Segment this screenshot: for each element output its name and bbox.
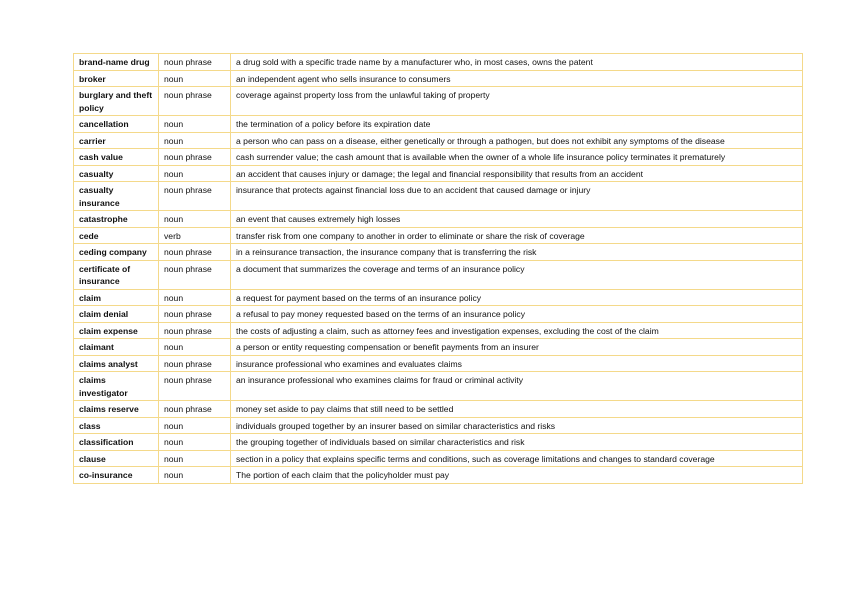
type-cell: noun <box>159 450 231 467</box>
definition-cell: insurance that protects against financial loss due to an accident that caused damage or injury <box>231 182 803 211</box>
term-cell: claim expense <box>74 322 159 339</box>
type-cell: noun <box>159 289 231 306</box>
definition-cell: an independent agent who sells insurance to consumers <box>231 70 803 87</box>
type-cell: noun phrase <box>159 244 231 261</box>
type-cell: noun phrase <box>159 54 231 71</box>
glossary-table <box>73 53 803 484</box>
term-cell: broker <box>74 70 159 87</box>
type-cell: noun phrase <box>159 87 231 116</box>
table-row <box>74 182 803 211</box>
glossary-body <box>74 54 803 484</box>
term-cell: claim denial <box>74 306 159 323</box>
term-cell: cancellation <box>74 116 159 133</box>
table-row <box>74 149 803 166</box>
term-cell: claims reserve <box>74 401 159 418</box>
table-row <box>74 401 803 418</box>
table-row <box>74 434 803 451</box>
table-row <box>74 87 803 116</box>
term-cell: certificate of insurance <box>74 260 159 289</box>
term-cell: co-insurance <box>74 467 159 484</box>
table-row <box>74 244 803 261</box>
term-cell: claimant <box>74 339 159 356</box>
definition-cell: the grouping together of individuals based on similar characteristics and risk <box>231 434 803 451</box>
term-cell: clause <box>74 450 159 467</box>
table-row <box>74 211 803 228</box>
definition-cell: an accident that causes injury or damage; the legal and financial responsibility that results from an accident <box>231 165 803 182</box>
table-row <box>74 306 803 323</box>
table-row <box>74 339 803 356</box>
type-cell: noun phrase <box>159 306 231 323</box>
type-cell: noun <box>159 165 231 182</box>
table-row <box>74 54 803 71</box>
type-cell: noun phrase <box>159 355 231 372</box>
table-row <box>74 355 803 372</box>
type-cell: noun <box>159 211 231 228</box>
definition-cell: coverage against property loss from the unlawful taking of property <box>231 87 803 116</box>
term-cell: burglary and theft policy <box>74 87 159 116</box>
type-cell: noun <box>159 132 231 149</box>
definition-cell: a person who can pass on a disease, either genetically or through a pathogen, but does not exhibit any symptoms of the disease <box>231 132 803 149</box>
type-cell: noun phrase <box>159 401 231 418</box>
definition-cell: section in a policy that explains specific terms and conditions, such as coverage limitations and changes to standard coverage <box>231 450 803 467</box>
term-cell: claims investigator <box>74 372 159 401</box>
definition-cell: a person or entity requesting compensation or benefit payments from an insurer <box>231 339 803 356</box>
definition-cell: cash surrender value; the cash amount that is available when the owner of a whole life insurance policy terminates it prematurely <box>231 149 803 166</box>
table-row <box>74 70 803 87</box>
table-row <box>74 322 803 339</box>
definition-cell: The portion of each claim that the policyholder must pay <box>231 467 803 484</box>
type-cell: noun <box>159 70 231 87</box>
type-cell: verb <box>159 227 231 244</box>
definition-cell: a drug sold with a specific trade name by a manufacturer who, in most cases, owns the patent <box>231 54 803 71</box>
definition-cell: money set aside to pay claims that still need to be settled <box>231 401 803 418</box>
table-row <box>74 417 803 434</box>
table-row <box>74 289 803 306</box>
table-row <box>74 165 803 182</box>
definition-cell: an event that causes extremely high losses <box>231 211 803 228</box>
type-cell: noun phrase <box>159 322 231 339</box>
table-row <box>74 132 803 149</box>
table-row <box>74 227 803 244</box>
definition-cell: individuals grouped together by an insurer based on similar characteristics and risks <box>231 417 803 434</box>
table-row <box>74 450 803 467</box>
type-cell: noun phrase <box>159 182 231 211</box>
table-row <box>74 116 803 133</box>
term-cell: class <box>74 417 159 434</box>
term-cell: casualty <box>74 165 159 182</box>
definition-cell: a request for payment based on the terms of an insurance policy <box>231 289 803 306</box>
definition-cell: the costs of adjusting a claim, such as attorney fees and investigation expenses, excluding the cost of the claim <box>231 322 803 339</box>
type-cell: noun phrase <box>159 149 231 166</box>
term-cell: carrier <box>74 132 159 149</box>
definition-cell: insurance professional who examines and evaluates claims <box>231 355 803 372</box>
term-cell: ceding company <box>74 244 159 261</box>
term-cell: catastrophe <box>74 211 159 228</box>
term-cell: casualty insurance <box>74 182 159 211</box>
definition-cell: a refusal to pay money requested based on the terms of an insurance policy <box>231 306 803 323</box>
term-cell: classification <box>74 434 159 451</box>
type-cell: noun <box>159 116 231 133</box>
definition-cell: a document that summarizes the coverage and terms of an insurance policy <box>231 260 803 289</box>
term-cell: cede <box>74 227 159 244</box>
type-cell: noun <box>159 417 231 434</box>
definition-cell: in a reinsurance transaction, the insurance company that is transferring the risk <box>231 244 803 261</box>
term-cell: cash value <box>74 149 159 166</box>
type-cell: noun <box>159 339 231 356</box>
type-cell: noun <box>159 434 231 451</box>
definition-cell: the termination of a policy before its expiration date <box>231 116 803 133</box>
type-cell: noun phrase <box>159 372 231 401</box>
type-cell: noun phrase <box>159 260 231 289</box>
definition-cell: transfer risk from one company to another in order to eliminate or share the risk of coverage <box>231 227 803 244</box>
term-cell: claim <box>74 289 159 306</box>
table-row <box>74 372 803 401</box>
definition-cell: an insurance professional who examines claims for fraud or criminal activity <box>231 372 803 401</box>
term-cell: brand-name drug <box>74 54 159 71</box>
term-cell: claims analyst <box>74 355 159 372</box>
table-row <box>74 260 803 289</box>
table-row <box>74 467 803 484</box>
type-cell: noun <box>159 467 231 484</box>
